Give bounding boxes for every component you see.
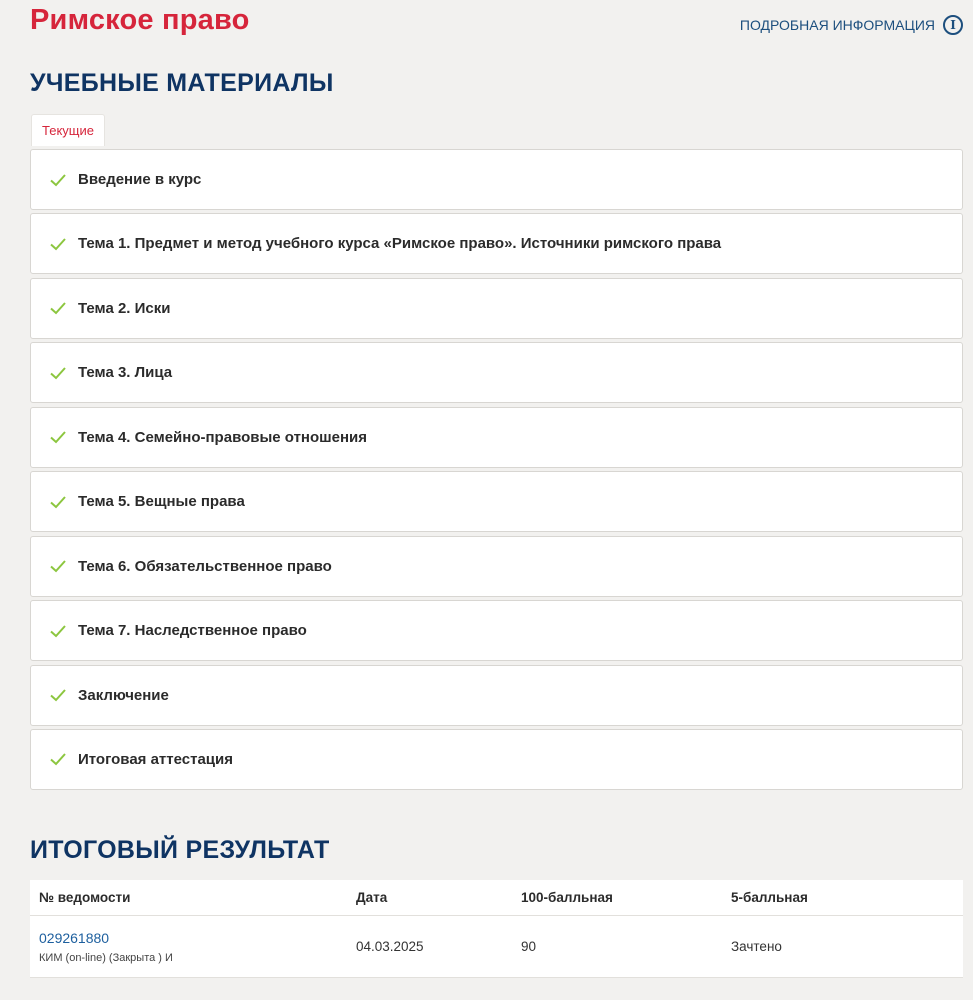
material-label: Тема 4. Семейно-правовые отношения [78, 428, 368, 446]
material-label: Итоговая аттестация [78, 750, 233, 768]
check-icon [49, 301, 67, 315]
material-item[interactable] [30, 342, 963, 403]
material-item[interactable] [30, 665, 963, 726]
column-header-score-5: 5-балльная [731, 890, 808, 905]
table-row [30, 916, 963, 978]
score-5-cell: Зачтено [731, 939, 782, 954]
column-header-date: Дата [356, 890, 388, 905]
check-icon [49, 624, 67, 638]
material-label: Тема 3. Лица [78, 364, 173, 382]
material-item[interactable] [30, 729, 963, 790]
results-heading: ИТОГОВЫЙ РЕЗУЛЬТАТ [30, 836, 330, 864]
material-label: Введение в курс [78, 171, 202, 188]
material-label: Заключение [78, 686, 169, 704]
tab-current[interactable]: Текущие [31, 114, 105, 146]
material-label: Тема 6. Обязательственное право [78, 557, 332, 575]
check-icon [49, 688, 67, 702]
check-icon [49, 752, 67, 766]
material-item[interactable] [30, 278, 963, 339]
sheet-cell [30, 930, 346, 964]
materials-heading: УЧЕБНЫЕ МАТЕРИАЛЫ [30, 69, 334, 97]
check-icon [49, 430, 67, 444]
material-label: Тема 5. Вещные права [78, 493, 245, 511]
score-100-cell: 90 [521, 939, 537, 954]
material-item[interactable] [30, 536, 963, 597]
column-header-sheet: № ведомости [39, 890, 131, 905]
material-label: Тема 7. Наследственное право [78, 622, 307, 640]
material-item[interactable] [30, 600, 963, 661]
check-icon [49, 237, 67, 251]
more-info-link[interactable] [740, 15, 963, 35]
more-info-label: ПОДРОБНАЯ ИНФОРМАЦИЯ [739, 17, 935, 33]
material-item[interactable] [30, 213, 963, 274]
check-icon [49, 559, 67, 573]
sheet-number-link[interactable]: 029261880 [39, 929, 110, 946]
material-item[interactable] [30, 149, 963, 210]
course-title: Римское право [30, 4, 250, 36]
column-header-score-100: 100-балльная [521, 890, 613, 905]
materials-list [30, 149, 963, 793]
sheet-type: КИМ (on-line) (Закрыта ) И [39, 951, 173, 964]
material-label: Тема 1. Предмет и метод учебного курса «Римское право». Источники римского права [78, 235, 722, 253]
material-item[interactable] [30, 407, 963, 468]
check-icon [49, 495, 67, 509]
material-label: Тема 2. Иски [78, 299, 171, 317]
check-icon [49, 173, 67, 187]
date-cell: 04.03.2025 [356, 939, 424, 954]
results-table [30, 880, 963, 978]
table-header [30, 880, 963, 916]
check-icon [49, 366, 67, 380]
material-item[interactable] [30, 471, 963, 532]
info-icon[interactable]: I [943, 15, 963, 35]
